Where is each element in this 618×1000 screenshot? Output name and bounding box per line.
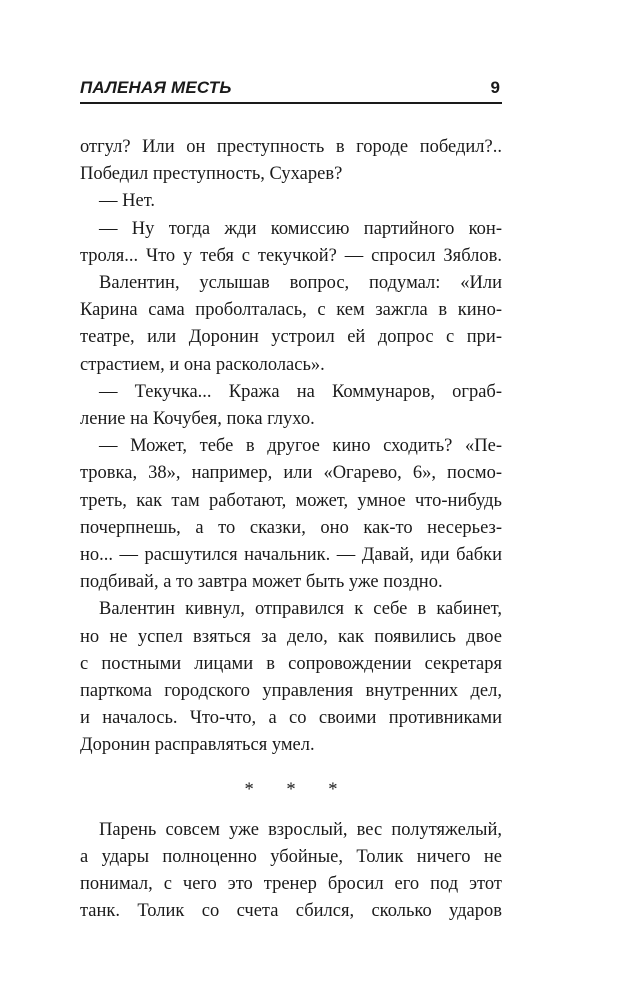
text-line: с постными лицами в сопровождении секретаря: [80, 653, 502, 674]
text-line: — Текучка... Кража на Коммунаров, ограб-: [99, 381, 502, 402]
text-line: — Ну тогда жди комиссию партийного кон-: [99, 218, 502, 239]
text-line: но не успел взяться за дело, как появились двое: [80, 626, 502, 647]
text-line: — Может, тебе в другое кино сходить? «Пе-: [99, 436, 502, 457]
running-header: [80, 78, 502, 104]
text-line: парткома городского управления внутренних дел,: [80, 681, 502, 702]
text-line: танк. Толик со счета сбился, сколько ударов: [80, 901, 502, 922]
text-line: Карина сама проболталась, с кем зажгла в кино-: [80, 300, 502, 321]
text-line: Парень совсем уже взрослый, вес полутяжелый,: [99, 819, 502, 840]
text-line: подбивай, а то завтра может быть уже поздно.: [80, 572, 443, 593]
text-line: троля... Что у тебя с текучкой? — спросил Зяблов.: [80, 245, 502, 266]
text-line: тровка, 38», например, или «Огарево, 6», посмо-: [80, 463, 502, 484]
body-text: [80, 134, 502, 926]
section-separator: * * *: [244, 779, 352, 800]
text-line: треть, как там работают, может, умное что-нибудь: [80, 490, 502, 511]
text-line: но... — расшутился начальник. — Давай, иди бабки: [80, 545, 502, 566]
text-line: почерпнешь, а то сказки, оно как-то несерьез-: [80, 517, 502, 538]
text-line: Валентин кивнул, отправился к себе в кабинет,: [99, 599, 502, 620]
text-line: Доронин расправляться умел.: [80, 735, 315, 756]
page-number: 9: [490, 78, 500, 97]
text-line: Валентин, услышав вопрос, подумал: «Или: [99, 273, 502, 294]
text-line: страстием, и она раскололась».: [80, 354, 325, 375]
text-line: а удары полноценно убойные, Толик ничего не: [80, 847, 502, 868]
text-line: — Нет.: [99, 191, 156, 212]
text-line: понимал, с чего это тренер бросил его под этот: [80, 874, 502, 895]
text-line: ление на Кочубея, пока глухо.: [80, 409, 315, 430]
running-title: ПАЛЕНАЯ МЕСТЬ: [80, 78, 232, 97]
text-line: Победил преступность, Сухарев?: [80, 164, 343, 185]
text-line: отгул? Или он преступность в городе победил?..: [80, 137, 502, 157]
text-line: и началось. Что-что, а со своими противниками: [80, 708, 502, 729]
text-line: театре, или Доронин устроил ей допрос с при-: [80, 327, 502, 348]
